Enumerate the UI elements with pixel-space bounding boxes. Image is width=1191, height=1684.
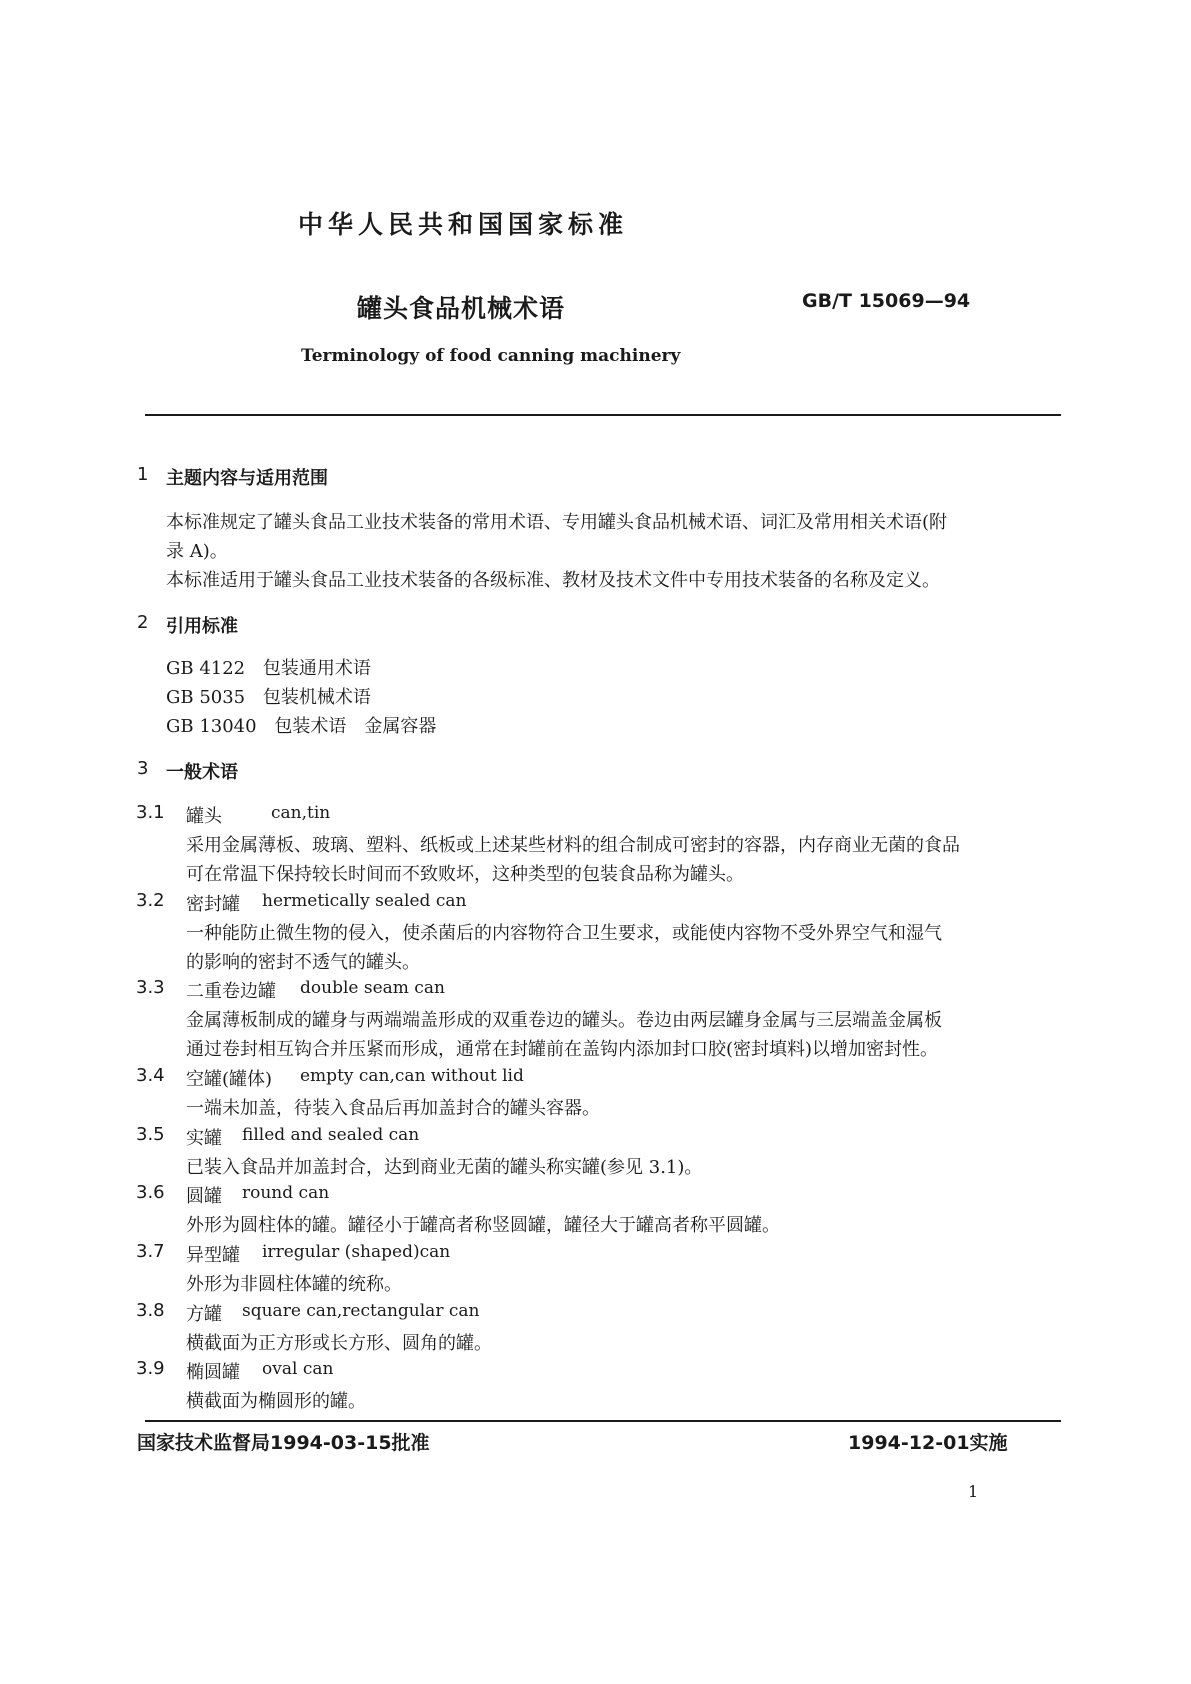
- term-name-cn: 方罐: [186, 1304, 222, 1325]
- reference-code: GB 5035: [166, 687, 246, 708]
- term-definition-line: 采用金属薄板、玻璃、塑料、纸板或上述某些材料的组合制成可密封的容器，内存商业无菌的食品: [186, 835, 960, 856]
- section-1-heading: 主题内容与适用范围: [166, 468, 328, 489]
- reference-title: 包装机械术语: [262, 687, 371, 708]
- term-definition-line: 一种能防止微生物的侵入，使杀菌后的内容物符合卫生要求，或能使内容物不受外界空气和湿气: [186, 923, 942, 944]
- term-name-cn: 椭圆罐: [186, 1362, 240, 1383]
- section-1-para-1-line-1: 本标准规定了罐头食品工业技术装备的常用术语、专用罐头食品机械术语、词汇及常用相关术语(附: [166, 512, 948, 533]
- term-definition-line: 可在常温下保持较长时间而不致败坏，这种类型的包装食品称为罐头。: [186, 864, 744, 885]
- term-name-en: square can,rectangular can: [242, 1301, 480, 1321]
- reference-title: 包装通用术语: [262, 658, 371, 679]
- term-number: 3.8: [136, 1300, 165, 1321]
- section-2-number: 2: [137, 612, 149, 633]
- term-definition-line: 外形为非圆柱体罐的统称。: [186, 1274, 402, 1295]
- section-3-number: 3: [137, 758, 149, 779]
- reference-code: GB 4122: [166, 658, 246, 679]
- reference-item: [166, 683, 371, 709]
- document-title-cn: 罐头食品机械术语: [357, 294, 566, 323]
- term-definition-line: 外形为圆柱体的罐。罐径小于罐高者称竖圆罐，罐径大于罐高者称平圆罐。: [186, 1215, 780, 1236]
- standard-code: GB/T 15069—94: [802, 290, 971, 312]
- section-2-heading: 引用标准: [166, 616, 238, 637]
- issuing-body: 中华人民共和国国家标准: [298, 210, 629, 239]
- term-name-en: hermetically sealed can: [262, 891, 467, 911]
- section-1-para-2: 本标准适用于罐头食品工业技术装备的各级标准、教材及技术文件中专用技术装备的名称及定义。: [166, 570, 940, 591]
- term-name-en: filled and sealed can: [242, 1125, 420, 1145]
- approval-note: 国家技术监督局1994-03-15批准: [137, 1432, 430, 1454]
- term-definition-line: 横截面为正方形或长方形、圆角的罐。: [186, 1333, 492, 1354]
- term-number: 3.7: [136, 1241, 165, 1262]
- effective-date: 1994-12-01实施: [848, 1432, 1008, 1454]
- term-name-cn: 二重卷边罐: [186, 981, 276, 1002]
- header-rule: [145, 414, 1061, 416]
- term-definition-line: 横截面为椭圆形的罐。: [186, 1391, 366, 1412]
- term-number: 3.3: [136, 977, 165, 998]
- term-name-en: round can: [242, 1183, 330, 1203]
- document-title-en: Terminology of food canning machinery: [301, 346, 681, 366]
- section-3-heading: 一般术语: [166, 762, 238, 783]
- reference-code: GB 13040: [166, 716, 257, 737]
- section-1-para-1-line-2: 录 A)。: [166, 541, 228, 562]
- reference-title: 包装术语 金属容器: [274, 716, 437, 737]
- page-number: 1: [968, 1482, 979, 1501]
- term-name-cn: 异型罐: [186, 1245, 240, 1266]
- term-definition-line: 已装入食品并加盖封合，达到商业无菌的罐头称实罐(参见 3.1)。: [186, 1157, 703, 1178]
- reference-item: [166, 712, 436, 738]
- term-number: 3.4: [136, 1065, 165, 1086]
- term-name-cn: 实罐: [186, 1128, 222, 1149]
- term-name-cn: 密封罐: [186, 894, 240, 915]
- term-name-cn: 圆罐: [186, 1186, 222, 1207]
- term-number: 3.5: [136, 1124, 165, 1145]
- reference-item: [166, 654, 371, 680]
- section-1-number: 1: [137, 464, 149, 485]
- term-name-en: double seam can: [300, 978, 445, 998]
- term-name-en: can,tin: [271, 803, 331, 823]
- term-definition-line: 金属薄板制成的罐身与两端端盖形成的双重卷边的罐头。卷边由两层罐身金属与三层端盖金属板: [186, 1010, 942, 1031]
- term-name-en: oval can: [262, 1359, 334, 1379]
- term-name-en: irregular (shaped)can: [262, 1242, 451, 1262]
- term-number: 3.2: [136, 890, 165, 911]
- term-name-cn: 空罐(罐体): [186, 1069, 273, 1090]
- term-definition-line: 一端未加盖，待装入食品后再加盖封合的罐头容器。: [186, 1098, 600, 1119]
- term-definition-line: 通过卷封相互钩合并压紧而形成，通常在封罐前在盖钩内添加封口胶(密封填料)以增加密封性。: [186, 1039, 939, 1060]
- term-definition-line: 的影响的密封不透气的罐头。: [186, 952, 420, 973]
- footer-rule: [145, 1420, 1061, 1422]
- term-number: 3.1: [136, 802, 165, 823]
- term-name-en: empty can,can without lid: [300, 1066, 524, 1086]
- term-name-cn: 罐头: [186, 806, 222, 827]
- term-number: 3.6: [136, 1182, 165, 1203]
- term-number: 3.9: [136, 1358, 165, 1379]
